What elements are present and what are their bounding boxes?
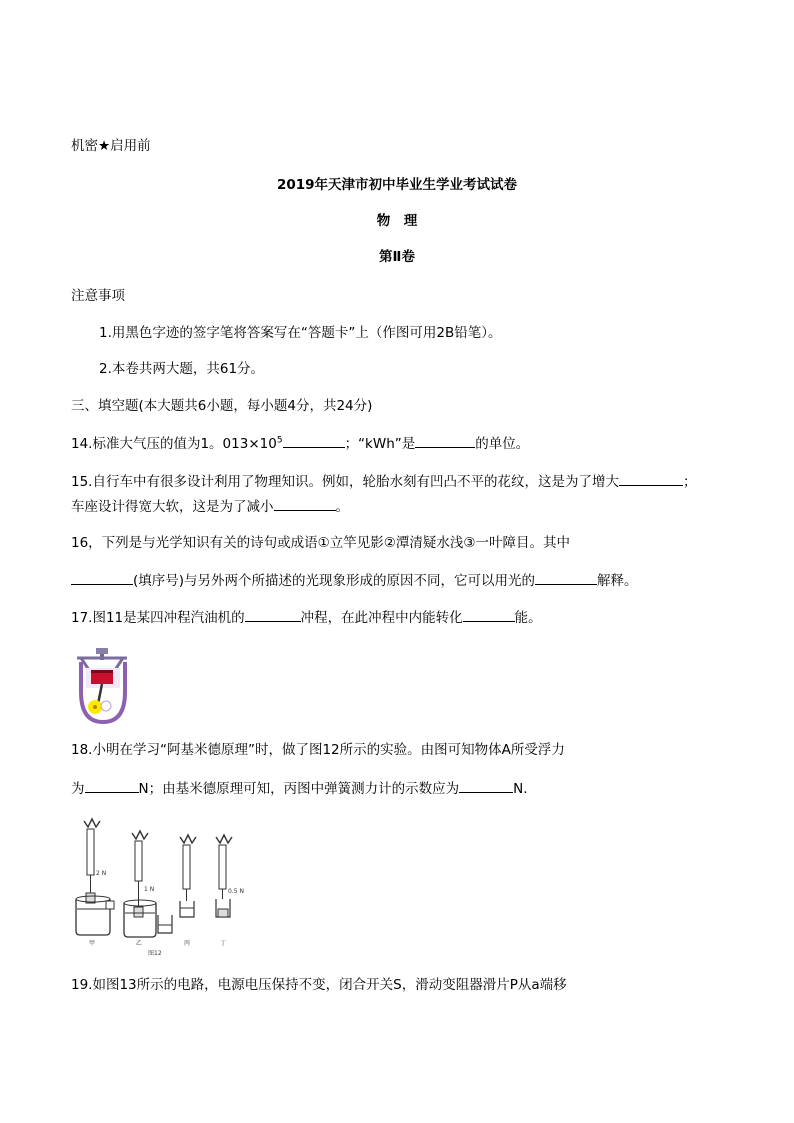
exam-title: 2019年天津市初中毕业生学业考试试卷	[276, 177, 518, 193]
setup-jia	[76, 819, 114, 935]
q15-blank-2[interactable]	[274, 497, 336, 511]
q18-blank-2[interactable]	[459, 779, 513, 793]
q14-blank-2[interactable]	[415, 434, 475, 448]
label-2n: 2 N	[96, 870, 107, 877]
q16-blank-2[interactable]	[535, 571, 597, 585]
question-18-line-1: 18.小明在学习“阿基米德原理”时，做了图12所示的实验。由图可知物体A所受浮力	[71, 742, 565, 758]
label-ding: 丁	[220, 940, 227, 947]
question-19-line-1: 19.如图13所示的电路，电源电压保持不变，闭合开关S，滑动变阻器滑片P从a端移	[71, 977, 567, 993]
question-15-line-1	[71, 472, 696, 491]
q15-blank-1[interactable]	[619, 472, 683, 486]
q18-text-b: 为	[71, 781, 85, 797]
label-jia: 甲	[89, 940, 96, 947]
q18-blank-1[interactable]	[85, 779, 139, 793]
q17-blank-2[interactable]	[463, 608, 515, 622]
q18-text-c: N；由基米德原理可知，丙图中弹簧测力计的示数应为	[138, 781, 460, 797]
label-bing: 丙	[184, 940, 191, 947]
confidential-label: 机密★启用前	[71, 138, 151, 154]
q16-blank-1[interactable]	[71, 571, 133, 585]
q14-text-c: 的单位。	[475, 436, 530, 452]
q14-text-a: 14.标准大气压的值为1。013×10	[71, 436, 277, 452]
spark-plug	[96, 648, 108, 654]
q17-blank-1[interactable]	[245, 608, 301, 622]
q14-blank-1[interactable]	[283, 434, 345, 448]
question-18-line-2	[71, 779, 528, 798]
note-item-1: 1.用黑色字迹的签字笔将答案写在“答题卡”上（作图可用2B铅笔）。	[99, 325, 502, 341]
setup-ding	[216, 835, 232, 917]
q17-text-a: 17.图11是某四冲程汽油机的	[71, 610, 245, 626]
q18-text-d: N.	[513, 781, 528, 797]
q16-text-b: (填序号)与另外两个所描述的光现象形成的原因不同，它可以用光的	[133, 573, 536, 589]
setup-yi	[124, 831, 172, 937]
q15-text-d: 。	[335, 499, 349, 515]
volume-title: 第Ⅱ卷	[379, 249, 415, 265]
q14-exponent: 5	[276, 435, 283, 446]
q14-text-b: ；“kWh”是	[344, 436, 416, 452]
question-16-line-2	[71, 571, 638, 590]
q16-text-c: 解释。	[597, 573, 638, 589]
q15-text-b: ；	[682, 474, 697, 490]
setup-bing	[180, 835, 196, 917]
notes-heading: 注意事项	[71, 288, 125, 304]
q15-text-a: 15.自行车中有很多设计利用了物理知识。例如，轮胎水刻有凹凸不平的花纹，这是为了增大	[71, 474, 619, 490]
note-item-2: 2.本卷共两大题，共61分。	[99, 361, 265, 377]
label-yi: 乙	[136, 940, 143, 947]
question-14	[71, 434, 529, 453]
label-1n: 1 N	[144, 886, 155, 893]
q17-text-c: 能。	[514, 610, 542, 626]
engine-figure	[71, 646, 133, 724]
section-3-heading: 三、填空题(本大题共6小题，每小题4分，共24分)	[71, 398, 373, 414]
question-15-line-2	[71, 497, 349, 516]
figure-12-caption: 图12	[148, 950, 162, 957]
q17-text-b: 冲程，在此冲程中内能转化	[300, 610, 463, 626]
archimedes-figure	[72, 815, 244, 957]
question-17	[71, 608, 542, 627]
question-16-line-1: 16，下列是与光学知识有关的诗句或成语①立竿见影②潭清疑水浅③一叶障目。其中	[71, 535, 570, 551]
label-05n: 0.5 N	[228, 888, 244, 895]
q15-text-c: 车座设计得宽大软，这是为了减小	[71, 499, 274, 515]
subject-title: 物 理	[376, 213, 418, 229]
